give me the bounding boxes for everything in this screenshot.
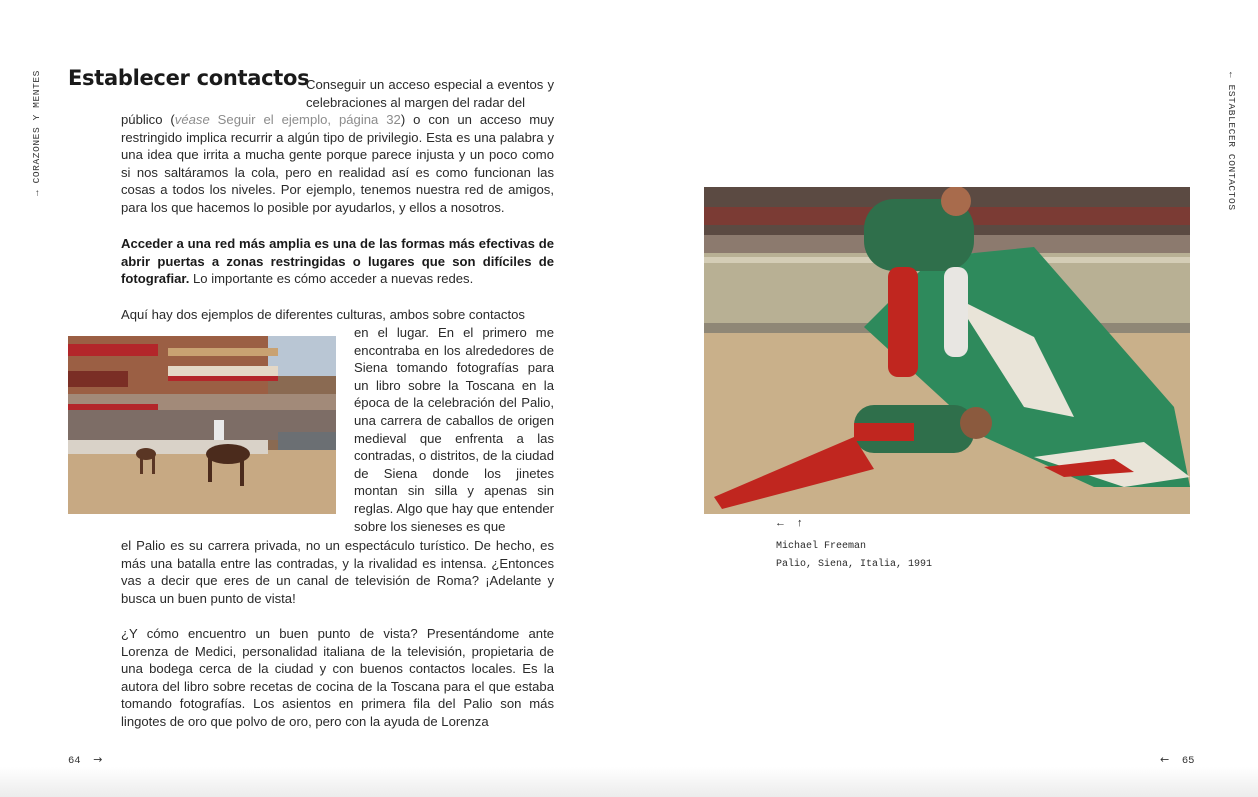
cross-reference-see: véase: [174, 112, 210, 127]
caption-arrows: ← ↑: [775, 517, 807, 529]
palio-flag-throwers-photo: [704, 187, 1190, 514]
right-page: [629, 0, 1258, 797]
arrow-right-icon: →: [93, 753, 103, 766]
bottom-shadow: [0, 767, 1258, 797]
page-number-right: [1160, 753, 1194, 767]
paragraph-4: ¿Y cómo encuentro un buen punto de vista? Presentándome ante Lorenza de Medici, personalidad italiana de la televisión, propietaria de una bodega cerca de la ciudad y con buenos contactos locales. Es la autora del libro sobre recetas de cocina de la Toscana para el que estaba tomando fotografías. Los asientos en primera fila del Palio son más lingotes de oro que polvo de oro, pero con la ayuda de Lorenza: [121, 626, 554, 729]
palio-horse-race-photo: [68, 336, 336, 514]
paragraph-1-text: público (: [121, 112, 175, 127]
paragraph-3-wrapped: en el lugar. En el primero me encontraba en los alrededores de Siena tomando fotografías para un libro sobre la Toscana en la época de la celebración del Palio, una carrera de caballos de origen medieval que enfrenta a las contradas, o distritos, de la ciudad de Siena donde los jinetes montan sin silla y apenas sin reglas. Algo que hay que entender sobre los sieneses es que: [354, 325, 554, 534]
running-head-left: → CORAZONES Y MENTES: [31, 70, 42, 197]
page-number: 64: [68, 755, 81, 767]
paragraph-2-rest: Lo importante es cómo acceder a nuevas redes.: [189, 271, 474, 287]
caption-place: Palio, Siena, Italia, 1991: [776, 559, 933, 570]
page-number: 65: [1181, 755, 1195, 767]
paragraph-3-tail: el Palio es su carrera privada, no un espectáculo turístico. De hecho, es más una batalla entre las contradas, y la rivalidad es intensa. ¿Entonces vas a decir que eres de un canal de televisión de Roma? ¡Adelante y busca un buen punto de vista!: [121, 538, 554, 606]
paragraph-2: [121, 235, 554, 288]
caption-author: Michael Freeman: [776, 541, 867, 552]
paragraph-1-lead: Conseguir un acceso especial a eventos y celebraciones al margen del radar del: [306, 77, 554, 110]
running-head-right: ← ESTABLECER CONTACTOS: [1226, 72, 1237, 211]
page-number-left: [68, 753, 102, 767]
arrow-left-icon: ←: [1160, 753, 1170, 766]
photo-caption: [776, 538, 932, 574]
paragraph-1: [121, 111, 554, 217]
cross-reference: Seguir el ejemplo, página 32: [209, 112, 401, 127]
paragraph-2-bold: Acceder a una red más amplia es una de las formas más efectivas de abrir puertas a zonas restringidas o lugares que son difíciles de fotografiar.: [121, 236, 554, 287]
paragraph-3-lead: Aquí hay dos ejemplos de diferentes culturas, ambos sobre contactos: [121, 307, 525, 322]
section-title: Establecer contactos: [68, 66, 310, 90]
paragraph-1-continued: ) o con un acceso muy restringido implica recurrir a algún tipo de privilegio. Esta es una palabra y una idea que irrita a mucha gente porque parece injusta y un poco como si nos saltáramos la cola, pero en realidad así es como funcionan las cosas a todos los niveles. Por ejemplo, tenemos nuestra red de amigos, para los que hacemos lo posible por ayudarlos, y ellos a nosotros.: [121, 112, 554, 215]
